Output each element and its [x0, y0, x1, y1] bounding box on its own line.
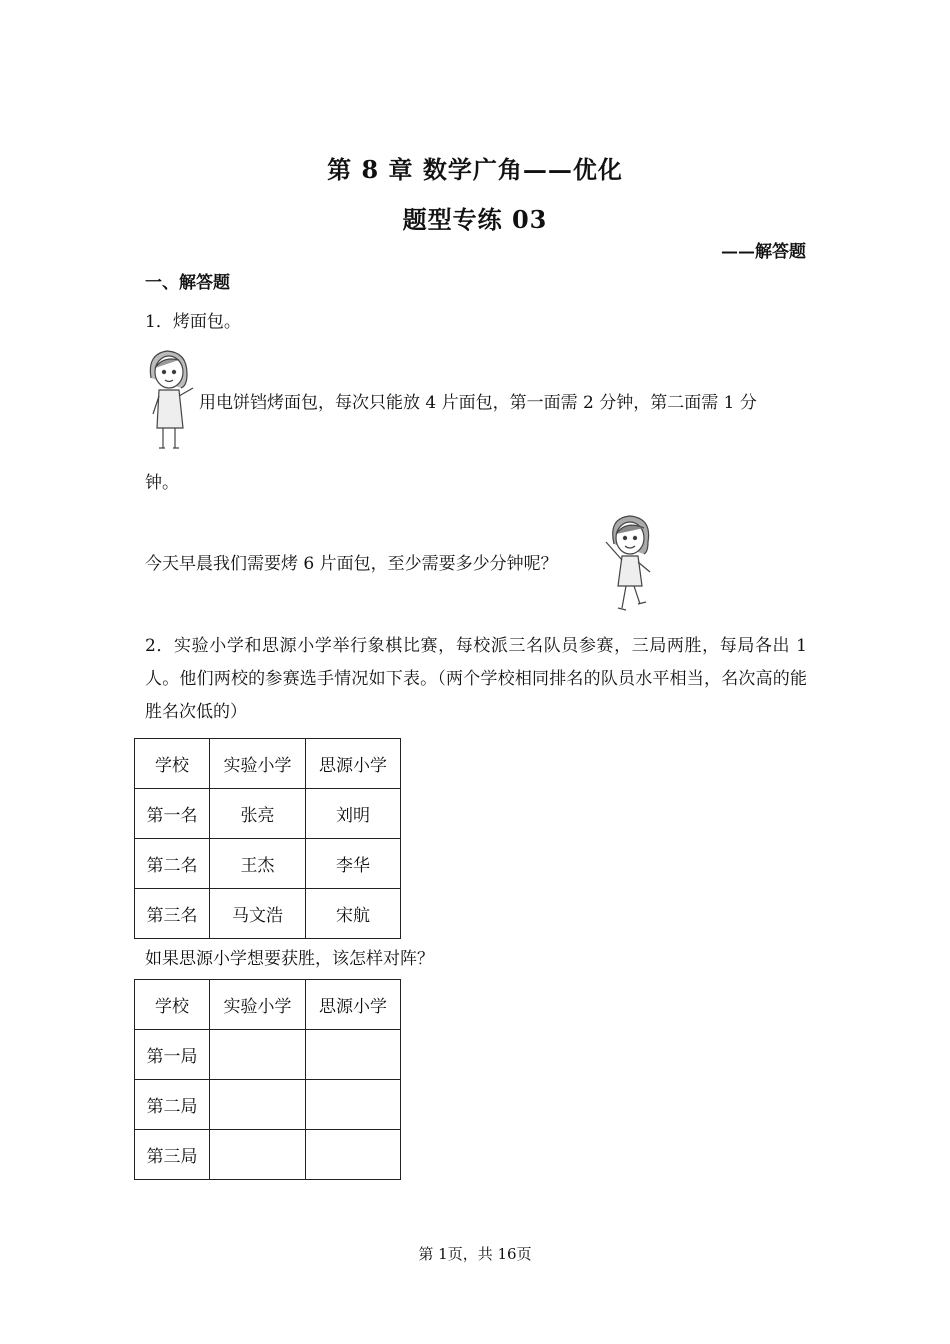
page-footer: 第 1页，共 16页: [418, 1245, 532, 1263]
answer-cell[interactable]: [306, 1130, 401, 1180]
table-cell: 宋航: [306, 889, 401, 939]
table-header-row: [135, 980, 401, 1030]
table-cell: 第三名: [135, 889, 210, 939]
question-type: ——解答题: [721, 242, 806, 262]
answer-cell[interactable]: [210, 1030, 306, 1080]
table-header-cell: 实验小学: [210, 739, 306, 789]
matchup-answer-table: [134, 979, 401, 1180]
answer-cell[interactable]: [306, 1030, 401, 1080]
table-header-cell: 学校: [135, 739, 210, 789]
table-row: [135, 789, 401, 839]
answer-cell[interactable]: [210, 1080, 306, 1130]
q1-speech2: 今天早晨我们需要烤 6 片面包，至少需要多少分钟呢？: [145, 554, 558, 574]
q1-speech-line2: 钟。: [145, 473, 179, 493]
table-cell: 王杰: [210, 839, 306, 889]
table-row: [135, 1080, 401, 1130]
table-header-row: [135, 739, 401, 789]
table-header-cell: 学校: [135, 980, 210, 1030]
q2-text: 2．实验小学和思源小学举行象棋比赛，每校派三名队员参赛，三局两胜，每局各出 1 人。他们两校的参赛选手情况如下表。（两个学校相同排名的队员水平相当，名次高的能胜名次低的）: [145, 636, 807, 722]
table-cell: 李华: [306, 839, 401, 889]
table-row: [135, 839, 401, 889]
table-cell: 第三局: [135, 1130, 210, 1180]
table-cell: 马文浩: [210, 889, 306, 939]
table-row: [135, 1030, 401, 1080]
table-cell: 第一局: [135, 1030, 210, 1080]
table-cell: 刘明: [306, 789, 401, 839]
table-cell: 第一名: [135, 789, 210, 839]
q1-speech-line1: 用电饼铛烤面包，每次只能放 4 片面包，第一面需 2 分钟，第二面需 1 分: [199, 393, 757, 413]
waving-girl-illustration-icon: [600, 512, 660, 616]
q2-question: 如果思源小学想要获胜，该怎样对阵？: [145, 949, 434, 969]
table-cell: 第二名: [135, 839, 210, 889]
table-row: [135, 1130, 401, 1180]
chapter-title: 第 8 章 数学广角——优化: [327, 155, 623, 184]
section-heading: 一、解答题: [145, 273, 230, 293]
table-header-cell: 实验小学: [210, 980, 306, 1030]
table-row: [135, 889, 401, 939]
answer-cell[interactable]: [306, 1080, 401, 1130]
table-cell: 张亮: [210, 789, 306, 839]
table-cell: 第二局: [135, 1080, 210, 1130]
table-header-cell: 思源小学: [306, 739, 401, 789]
girl-illustration-icon: [143, 348, 199, 452]
answer-cell[interactable]: [210, 1130, 306, 1180]
q1-label: 1．烤面包。: [145, 312, 241, 332]
practice-title: 题型专练 03: [402, 205, 548, 234]
ranking-table: [134, 738, 401, 939]
table-header-cell: 思源小学: [306, 980, 401, 1030]
